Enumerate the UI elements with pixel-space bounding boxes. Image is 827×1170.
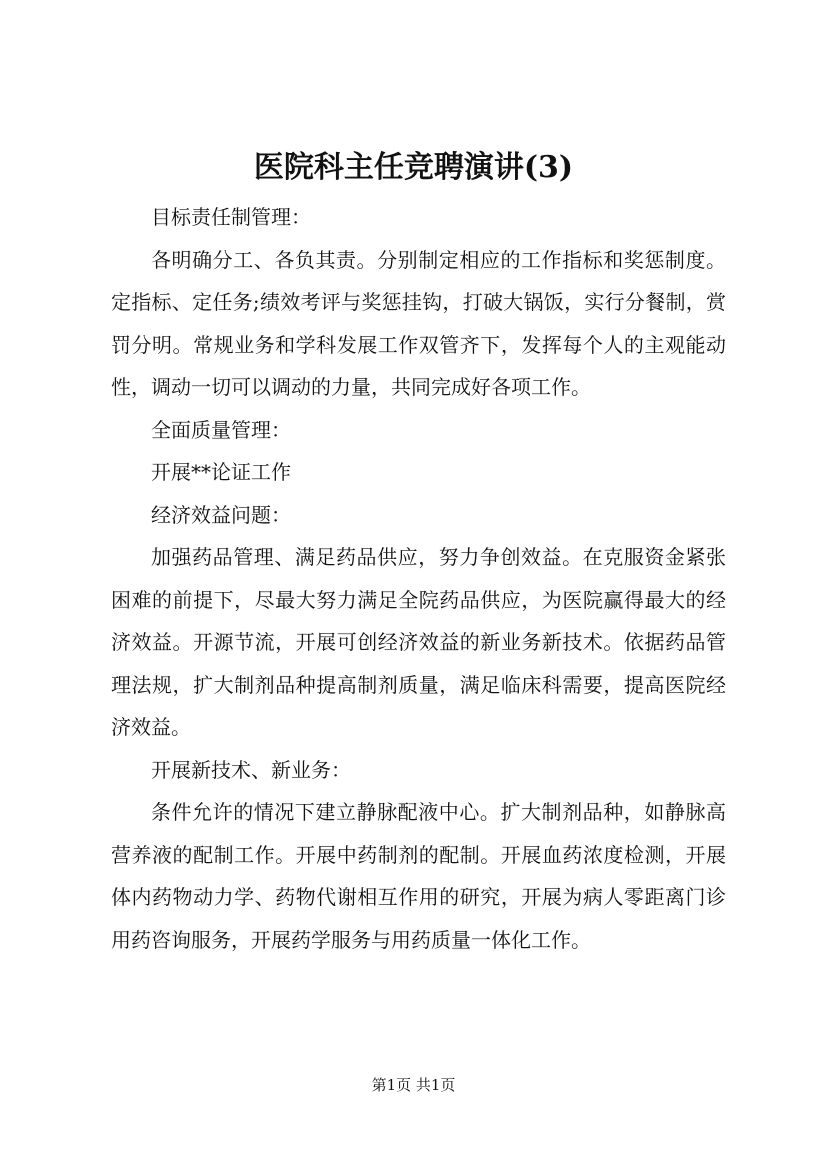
paragraph-new-technology: 条件允许的情况下建立静脉配液中心。扩大制剂品种，如静脉高营养液的配制工作。开展中药制剂的配制。开展血药浓度检测，开展体内药物动力学、药物代谢相互作用的研究，开展为病人零距离门诊用药咨询服务，开展药学服务与用药质量一体化工作。 bbox=[111, 800, 726, 952]
paragraph-heading-new-technology: 开展新技术、新业务： bbox=[151, 757, 351, 782]
paragraph-economic-benefit: 加强药品管理、满足药品供应，努力争创效益。在克服资金紧张困难的前提下，尽最大努力满足全院药品供应，为医院赢得最大的经济效益。开源节流，开展可创经济效益的新业务新技术。依据药品管理法规，扩大制剂品种提高制剂质量，满足临床科需要，提高医院经济效益。 bbox=[111, 545, 726, 739]
paragraph-heading-economic-benefit: 经济效益问题： bbox=[151, 502, 291, 527]
document-body bbox=[111, 196, 726, 961]
document-title: 医院科主任竞聘演讲(3) bbox=[253, 150, 574, 185]
paragraph-heading-quality-management: 全面质量管理： bbox=[151, 417, 291, 442]
page-footer: 第1页 共1页 bbox=[371, 1076, 456, 1094]
paragraph-quality-management: 开展**论证工作 bbox=[151, 460, 291, 484]
paragraph-heading-target-responsibility: 目标责任制管理： bbox=[151, 205, 311, 229]
paragraph-target-responsibility: 各明确分工、各负其责。分别制定相应的工作指标和奖惩制度。定指标、定任务;绩效考评与奖惩挂钩，打破大锅饭，实行分餐制，赏罚分明。常规业务和学科发展工作双管齐下，发挥每个人的主观能动性，调动一切可以调动的力量，共同完成好各项工作。 bbox=[111, 247, 726, 399]
